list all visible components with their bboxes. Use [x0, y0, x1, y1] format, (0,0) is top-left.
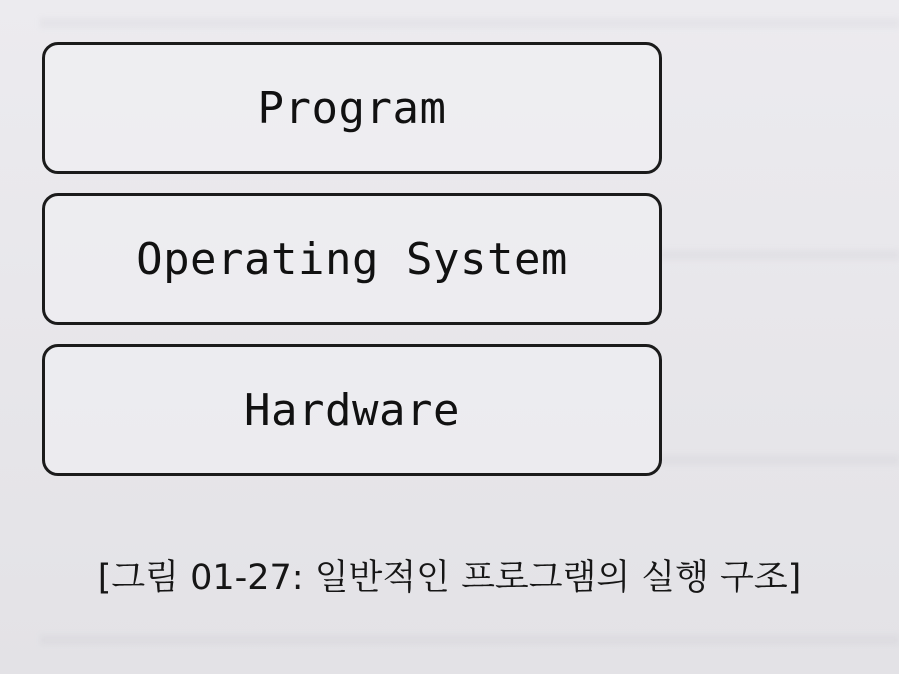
bleed-through-line — [40, 635, 899, 645]
hardware-layer-label: Hardware — [244, 384, 460, 436]
hardware-layer-box — [42, 344, 662, 476]
bleed-through-line — [660, 455, 899, 465]
operating-system-layer-box — [42, 193, 662, 325]
operating-system-layer-label: Operating System — [136, 233, 568, 285]
bleed-through-line — [660, 250, 899, 260]
program-layer-box — [42, 42, 662, 174]
figure-caption: [그림 01-27: 일반적인 프로그램의 실행 구조] — [97, 558, 802, 598]
bleed-through-line — [40, 18, 899, 28]
program-layer-label: Program — [257, 82, 447, 134]
